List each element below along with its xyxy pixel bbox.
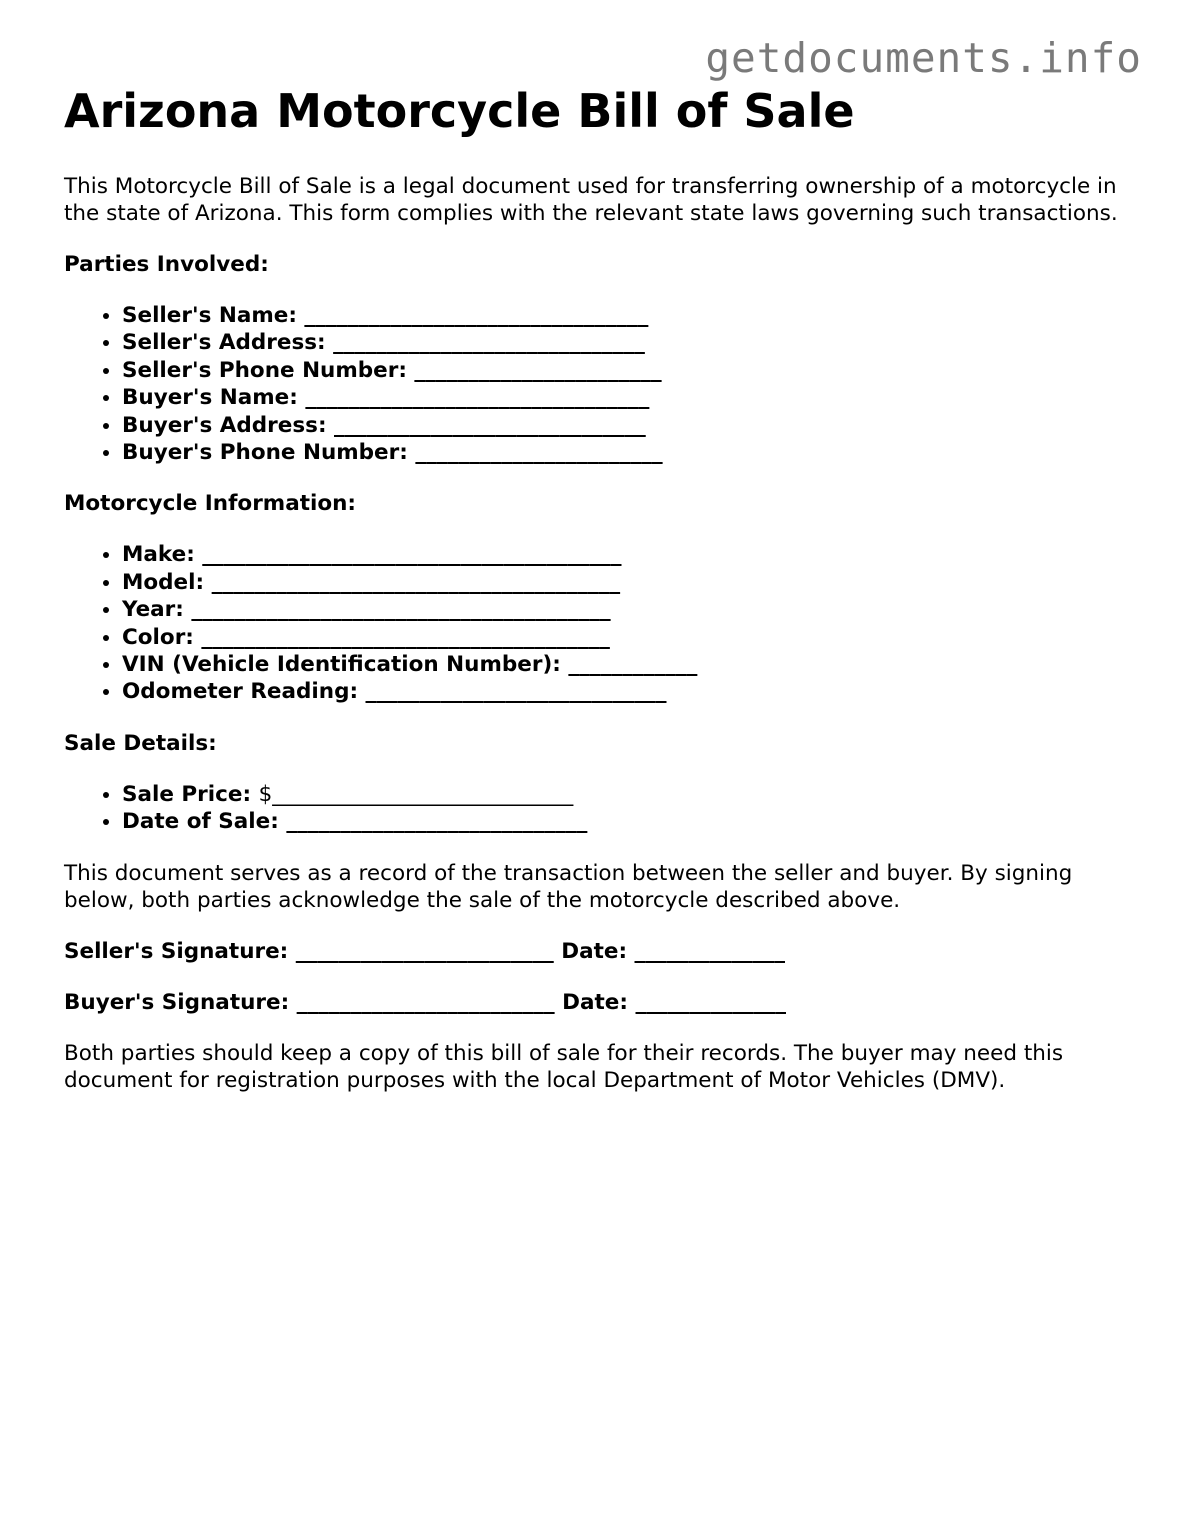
model-field: • Model: ______________________________________	[122, 569, 1124, 596]
date-of-sale-field: • Date of Sale: ____________________________	[122, 808, 1124, 835]
parties-heading: Parties Involved:	[64, 252, 269, 277]
page-title: Arizona Motorcycle Bill of Sale	[64, 84, 855, 138]
buyer-address-field: • Buyer's Address: _____________________________	[122, 412, 1124, 439]
color-field: • Color: ______________________________________	[122, 624, 1124, 651]
sale-price-label: Sale Price:	[122, 781, 252, 807]
sale-price-value: $____________________________	[258, 781, 574, 807]
footer-paragraph: Both parties should keep a copy of this bill of sale for their records. The buyer may need this document for registration purposes with the local Department of Motor Vehicles (DMV).	[64, 1040, 1064, 1093]
seller-address-field: • Seller's Address: _____________________________	[122, 329, 1124, 356]
buyer-signature-line: Buyer's Signature: ________________________ Date: ______________	[64, 989, 786, 1015]
motorcycle-heading: Motorcycle Information:	[64, 491, 357, 517]
sale-list	[64, 781, 1124, 836]
seller-signature-line: Seller's Signature: ________________________ Date: ______________	[64, 938, 786, 964]
document-body	[64, 84, 1124, 1094]
vin-field: • VIN (Vehicle Identification Number): ____________	[122, 651, 1124, 678]
buyer-phone-field: • Buyer's Phone Number: _______________________	[122, 439, 1124, 466]
seller-phone-field: • Seller's Phone Number: _______________________	[122, 357, 1124, 384]
closing-paragraph: This document serves as a record of the transaction between the seller and buyer. By signing below, both parties acknowledge the sale of the motorcycle described above.	[64, 860, 1073, 913]
motorcycle-list	[64, 541, 1124, 705]
buyer-name-field: • Buyer's Name: ________________________________	[122, 384, 1124, 411]
sale-heading: Sale Details:	[64, 730, 217, 756]
seller-name-field: • Seller's Name: ________________________________	[122, 302, 1124, 329]
parties-list	[64, 302, 1124, 466]
year-field: • Year: _______________________________________	[122, 596, 1124, 623]
watermark: getdocuments.info	[705, 34, 1142, 82]
intro-paragraph: This Motorcycle Bill of Sale is a legal document used for transferring ownership of a motorcycle in the state of Arizona. This form complies with the relevant state laws governing such transactions.	[64, 174, 1118, 226]
odometer-field: • Odometer Reading: ____________________________	[122, 678, 1124, 705]
sale-price-field	[122, 781, 1124, 808]
make-field: • Make: _______________________________________	[122, 541, 1124, 568]
